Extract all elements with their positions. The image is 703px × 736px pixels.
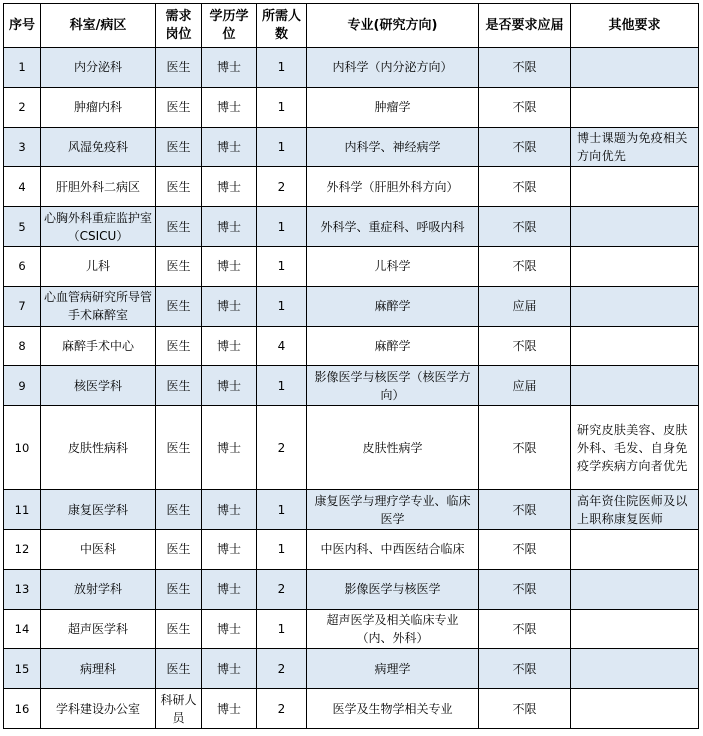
cell-seq: 8 <box>4 326 41 366</box>
header-fresh-grad: 是否要求应届 <box>479 4 571 48</box>
cell-seq: 11 <box>4 490 41 530</box>
cell-count: 1 <box>257 127 307 167</box>
cell-dept: 病理科 <box>41 649 156 689</box>
cell-dept: 心胸外科重症监护室（CSICU） <box>41 207 156 247</box>
cell-position: 医生 <box>156 246 202 286</box>
cell-dept: 康复医学科 <box>41 490 156 530</box>
cell-other <box>571 366 699 406</box>
cell-major: 皮肤性病学 <box>307 406 479 490</box>
cell-position: 医生 <box>156 649 202 689</box>
cell-degree: 博士 <box>202 286 257 326</box>
cell-other <box>571 246 699 286</box>
cell-degree: 博士 <box>202 87 257 127</box>
table-row <box>4 286 699 326</box>
cell-count: 2 <box>257 649 307 689</box>
cell-degree: 博士 <box>202 127 257 167</box>
cell-seq: 4 <box>4 167 41 207</box>
cell-major: 外科学、重症科、呼吸内科 <box>307 207 479 247</box>
cell-fresh-grad: 不限 <box>479 326 571 366</box>
cell-degree: 博士 <box>202 48 257 88</box>
cell-degree: 博士 <box>202 569 257 609</box>
cell-major: 病理学 <box>307 649 479 689</box>
cell-other <box>571 326 699 366</box>
cell-degree: 博士 <box>202 609 257 649</box>
cell-degree: 博士 <box>202 406 257 490</box>
cell-position: 医生 <box>156 366 202 406</box>
cell-count: 4 <box>257 326 307 366</box>
table-row <box>4 689 699 729</box>
cell-other <box>571 286 699 326</box>
table-row <box>4 48 699 88</box>
header-count: 所需人数 <box>257 4 307 48</box>
cell-seq: 16 <box>4 689 41 729</box>
cell-position: 医生 <box>156 326 202 366</box>
table-row <box>4 246 699 286</box>
table-row <box>4 87 699 127</box>
cell-dept: 放射学科 <box>41 569 156 609</box>
header-row <box>4 4 699 48</box>
cell-fresh-grad: 应届 <box>479 366 571 406</box>
cell-count: 2 <box>257 167 307 207</box>
cell-count: 2 <box>257 569 307 609</box>
table-row <box>4 406 699 490</box>
cell-fresh-grad: 不限 <box>479 87 571 127</box>
cell-major: 影像医学与核医学（核医学方向） <box>307 366 479 406</box>
header-degree: 学历学位 <box>202 4 257 48</box>
cell-position: 医生 <box>156 529 202 569</box>
cell-dept: 皮肤性病科 <box>41 406 156 490</box>
table-row <box>4 529 699 569</box>
cell-degree: 博士 <box>202 490 257 530</box>
cell-count: 1 <box>257 246 307 286</box>
cell-degree: 博士 <box>202 246 257 286</box>
cell-degree: 博士 <box>202 366 257 406</box>
cell-dept: 核医学科 <box>41 366 156 406</box>
header-dept: 科室/病区 <box>41 4 156 48</box>
cell-dept: 内分泌科 <box>41 48 156 88</box>
cell-seq: 6 <box>4 246 41 286</box>
cell-fresh-grad: 不限 <box>479 48 571 88</box>
cell-other <box>571 649 699 689</box>
cell-position: 医生 <box>156 406 202 490</box>
cell-dept: 学科建设办公室 <box>41 689 156 729</box>
cell-seq: 13 <box>4 569 41 609</box>
cell-major: 麻醉学 <box>307 326 479 366</box>
cell-fresh-grad: 不限 <box>479 689 571 729</box>
recruitment-table <box>3 3 699 729</box>
cell-position: 医生 <box>156 167 202 207</box>
cell-seq: 10 <box>4 406 41 490</box>
table-row <box>4 207 699 247</box>
cell-other <box>571 569 699 609</box>
table-row <box>4 649 699 689</box>
cell-count: 1 <box>257 609 307 649</box>
cell-seq: 9 <box>4 366 41 406</box>
cell-major: 儿科学 <box>307 246 479 286</box>
cell-degree: 博士 <box>202 689 257 729</box>
cell-position: 医生 <box>156 490 202 530</box>
cell-dept: 超声医学科 <box>41 609 156 649</box>
header-major: 专业(研究方向) <box>307 4 479 48</box>
cell-major: 内科学（内分泌方向） <box>307 48 479 88</box>
table-row <box>4 326 699 366</box>
table-row <box>4 490 699 530</box>
cell-other: 博士课题为免疫相关方向优先 <box>571 127 699 167</box>
cell-position: 医生 <box>156 87 202 127</box>
cell-seq: 15 <box>4 649 41 689</box>
table-row <box>4 366 699 406</box>
cell-fresh-grad: 不限 <box>479 609 571 649</box>
cell-dept: 中医科 <box>41 529 156 569</box>
cell-position: 医生 <box>156 48 202 88</box>
cell-fresh-grad: 应届 <box>479 286 571 326</box>
cell-fresh-grad: 不限 <box>479 167 571 207</box>
cell-degree: 博士 <box>202 529 257 569</box>
cell-major: 影像医学与核医学 <box>307 569 479 609</box>
cell-degree: 博士 <box>202 167 257 207</box>
cell-seq: 7 <box>4 286 41 326</box>
cell-degree: 博士 <box>202 326 257 366</box>
cell-seq: 14 <box>4 609 41 649</box>
cell-fresh-grad: 不限 <box>479 569 571 609</box>
cell-dept: 心血管病研究所导管手术麻醉室 <box>41 286 156 326</box>
header-position: 需求岗位 <box>156 4 202 48</box>
cell-other <box>571 87 699 127</box>
cell-count: 1 <box>257 207 307 247</box>
cell-other <box>571 207 699 247</box>
cell-dept: 麻醉手术中心 <box>41 326 156 366</box>
table-row <box>4 127 699 167</box>
cell-other: 研究皮肤美容、皮肤外科、毛发、自身免疫学疾病方向者优先 <box>571 406 699 490</box>
table-row <box>4 167 699 207</box>
cell-major: 超声医学及相关临床专业（内、外科） <box>307 609 479 649</box>
cell-fresh-grad: 不限 <box>479 246 571 286</box>
cell-seq: 5 <box>4 207 41 247</box>
header-seq: 序号 <box>4 4 41 48</box>
cell-major: 医学及生物学相关专业 <box>307 689 479 729</box>
cell-degree: 博士 <box>202 207 257 247</box>
cell-major: 内科学、神经病学 <box>307 127 479 167</box>
table-row <box>4 569 699 609</box>
cell-count: 1 <box>257 48 307 88</box>
cell-other: 高年资住院医师及以上职称康复医师 <box>571 490 699 530</box>
cell-fresh-grad: 不限 <box>479 649 571 689</box>
cell-count: 2 <box>257 689 307 729</box>
cell-major: 中医内科、中西医结合临床 <box>307 529 479 569</box>
cell-fresh-grad: 不限 <box>479 127 571 167</box>
cell-fresh-grad: 不限 <box>479 529 571 569</box>
header-other: 其他要求 <box>571 4 699 48</box>
cell-other <box>571 48 699 88</box>
cell-position: 医生 <box>156 207 202 247</box>
cell-dept: 儿科 <box>41 246 156 286</box>
cell-position: 医生 <box>156 569 202 609</box>
cell-count: 1 <box>257 529 307 569</box>
cell-major: 康复医学与理疗学专业、临床医学 <box>307 490 479 530</box>
cell-fresh-grad: 不限 <box>479 207 571 247</box>
cell-other <box>571 609 699 649</box>
cell-count: 1 <box>257 490 307 530</box>
cell-seq: 3 <box>4 127 41 167</box>
cell-count: 2 <box>257 406 307 490</box>
cell-major: 麻醉学 <box>307 286 479 326</box>
table-row <box>4 609 699 649</box>
cell-position: 医生 <box>156 609 202 649</box>
cell-count: 1 <box>257 286 307 326</box>
cell-seq: 2 <box>4 87 41 127</box>
cell-other <box>571 529 699 569</box>
cell-fresh-grad: 不限 <box>479 406 571 490</box>
cell-degree: 博士 <box>202 649 257 689</box>
cell-count: 1 <box>257 87 307 127</box>
cell-major: 肿瘤学 <box>307 87 479 127</box>
cell-other <box>571 167 699 207</box>
cell-dept: 肿瘤内科 <box>41 87 156 127</box>
cell-position: 医生 <box>156 286 202 326</box>
cell-dept: 肝胆外科二病区 <box>41 167 156 207</box>
cell-seq: 1 <box>4 48 41 88</box>
cell-other <box>571 689 699 729</box>
cell-count: 1 <box>257 366 307 406</box>
cell-position: 医生 <box>156 127 202 167</box>
cell-fresh-grad: 不限 <box>479 490 571 530</box>
cell-seq: 12 <box>4 529 41 569</box>
cell-major: 外科学（肝胆外科方向） <box>307 167 479 207</box>
cell-position: 科研人员 <box>156 689 202 729</box>
cell-dept: 风湿免疫科 <box>41 127 156 167</box>
